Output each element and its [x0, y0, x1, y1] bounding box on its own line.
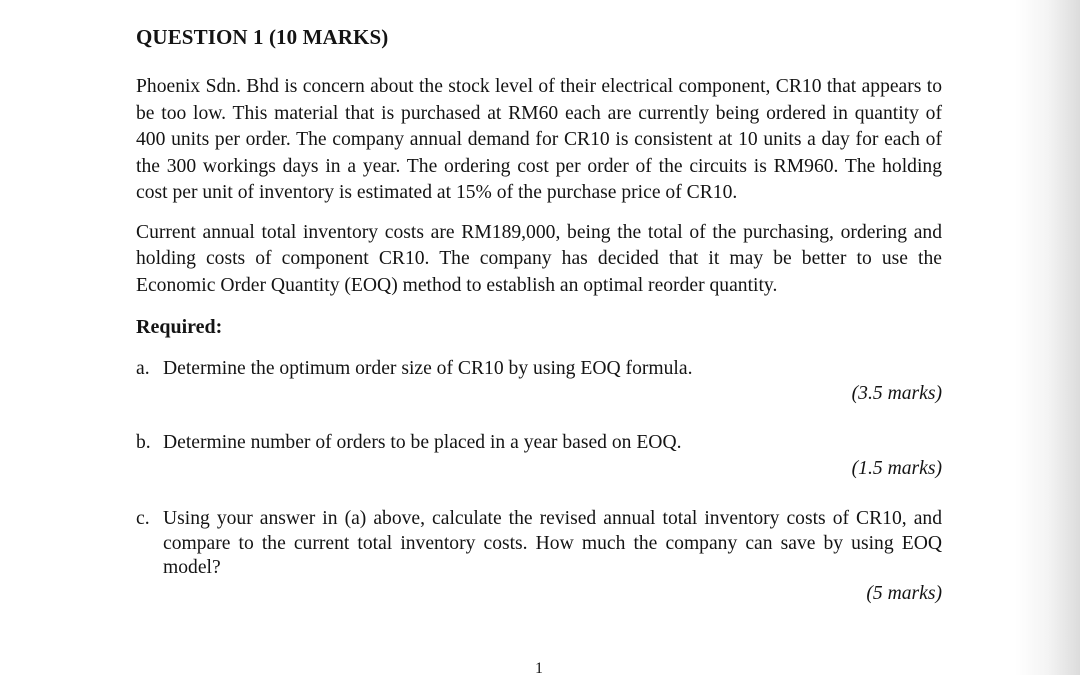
marks-label-c: (5 marks)	[866, 582, 942, 604]
scenario-paragraph-1: Phoenix Sdn. Bhd is concern about the stock level of their electrical component, CR10 that appears to be too low. This material that is purchased at RM60 each are currently being ordered in quantity of 400 units per order. The company annual demand for CR10 is consistent at 10 units a day for each of the 300 workings days in a year. The ordering cost per order of the circuits is RM960. The holding cost per unit of inventory is estimated at 15% of the purchase price of CR10.	[136, 76, 942, 203]
question-heading: QUESTION 1 (10 MARKS)	[136, 25, 389, 49]
question-text: Using your answer in (a) above, calculate the revised annual total inventory costs of CR10, and compare to the current total inventory costs. How much the company can save by using EOQ model?	[163, 508, 942, 578]
question-item-b	[136, 431, 942, 456]
marks-label-b: (1.5 marks)	[851, 458, 942, 479]
question-text: Determine number of orders to be placed in a year based on EOQ.	[163, 431, 682, 453]
marks-label-a: (3.5 marks)	[851, 382, 942, 404]
scenario-paragraph-2: Current annual total inventory costs are RM189,000, being the total of the purchasing, ordering and holding costs of component CR10. The company has decided that it may be better to use the Economic Order Quantity (EOQ) method to establish an optimal reorder quantity.	[136, 221, 942, 296]
page-number: 1	[535, 660, 543, 677]
document-content	[136, 22, 942, 606]
question-letter: a.	[136, 358, 150, 379]
required-label: Required:	[136, 316, 223, 338]
question-letter: b.	[136, 431, 151, 453]
question-item-a	[136, 357, 942, 382]
question-text: Determine the optimum order size of CR10 by using EOQ formula.	[163, 358, 693, 379]
question-item-c	[136, 507, 942, 581]
question-letter: c.	[136, 508, 150, 529]
